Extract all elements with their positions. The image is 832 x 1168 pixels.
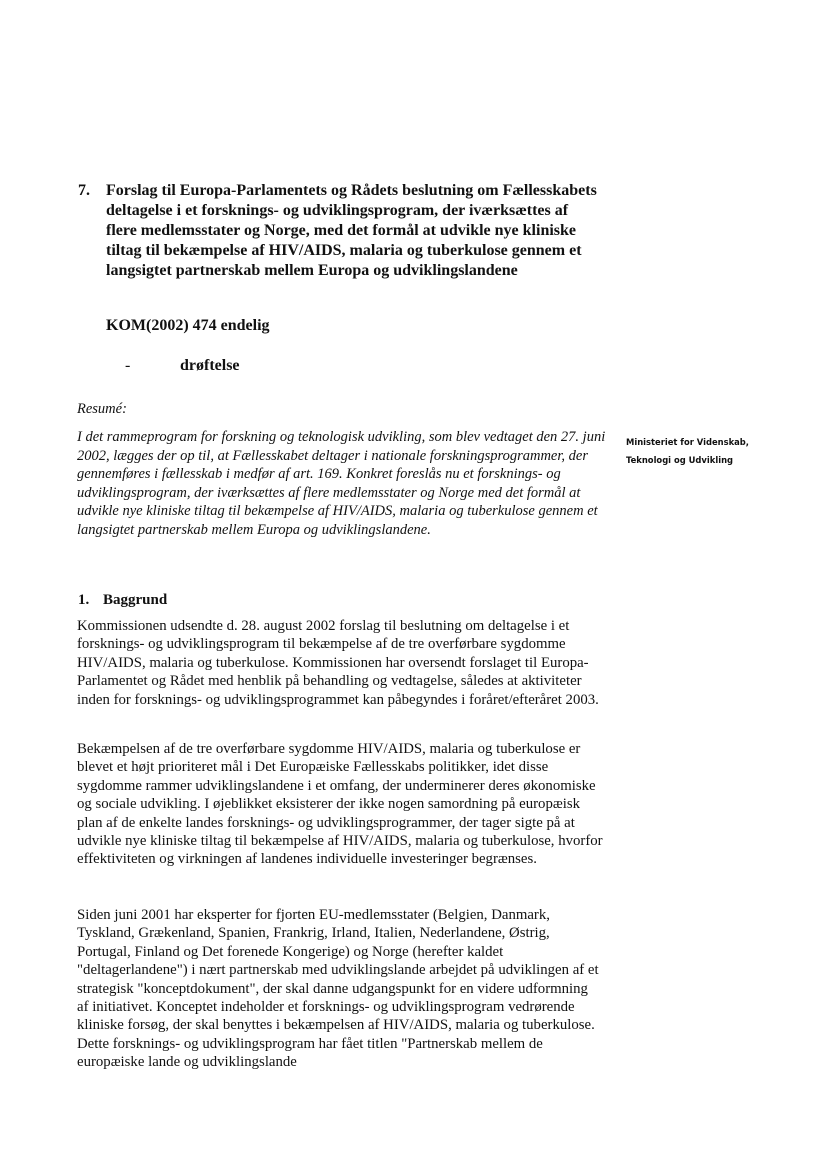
section-number: 1. (78, 592, 90, 608)
agenda-action-text: drøftelse (180, 357, 240, 374)
section-title: Baggrund (103, 592, 168, 608)
body-paragraph: Siden juni 2001 har eksperter for fjorten EU-medlemsstater (Belgien, Danmark, Tyskland, Grækenland, Spanien, Frankrig, Irland, Italien, Nederlandene, Østrig, Portugal, Finland og Det forenede Kongerige) og Norge (herefter kaldet "deltagerlandene") i nært partnerskab med udviklingslande arbejdet på udviklingen af et strategisk "konceptdokument", der skal danne udgangspunkt for en videre udformning af initiativet. Konceptet indeholder et forsknings- og udviklingsprogram vedrørende kliniske forsøg, der skal benyttes i bekæmpelsen af HIV/AIDS, malaria og tuberkulose. Dette forsknings- og udviklingsprogram har fået titlen "Partnerskab mellem de europæiske lande og udviklingslande (77, 907, 599, 1071)
agenda-item-heading (78, 181, 598, 281)
body-paragraph: Kommissionen udsendte d. 28. august 2002 forslag til beslutning om deltagelse i et forsknings- og udviklingsprogram til bekæmpelse af de tre overførbare sygdomme HIV/AIDS, malaria og tuberkulose. Kommissionen har oversendt forslaget til Europa-Parlamentet og Rådet med henblik på behandling og vedtagelse, således at aktiviteter inden for forsknings- og udviklingsprogrammet kan påbegyndes i foråret/efteråret 2003. (77, 618, 599, 708)
agenda-item-title: Forslag til Europa-Parlamentets og Rådets beslutning om Fællesskabets deltagelse i et forsknings- og udviklingsprogram, der iværksættes af flere medlemsstater og Norge, med det formål at udvikle nye kliniske tiltag til bekæmpelse af HIV/AIDS, malaria og tuberkulose gennem et langsigtet partnerskab mellem Europa og udviklingslandene (106, 182, 597, 279)
bullet-dash: - (125, 357, 131, 374)
agenda-item-number: 7. (78, 182, 90, 199)
section-heading (78, 592, 167, 609)
agenda-action (125, 357, 240, 375)
ministry-line-2: Teknologi og Udvikling (626, 455, 734, 465)
body-paragraph: Bekæmpelsen af de tre overførbare sygdomme HIV/AIDS, malaria og tuberkulose er blevet et højt prioriteret mål i Det Europæiske Fællesskabs politikker, idet disse sygdomme rammer udviklingslandene i et omfang, der underminerer deres økonomiske og sociale udvikling. I øjeblikket eksisterer der ikke nogen samordning på europæisk plan af de enkelte landes forsknings- og udviklingsprogrammer, der tager sigte på at udvikle nye kliniske tiltag til bekæmpelse af HIV/AIDS, malaria og tuberkulose, hvorfor effektiviteten og virkningen af landenes individuelle investeringer begrænses. (77, 741, 603, 868)
document-reference: KOM(2002) 474 endelig (106, 317, 270, 334)
resume-text: I det rammeprogram for forskning og teknologisk udvikling, som blev vedtaget den 27. juni 2002, lægges der op til, at Fællesskabet deltager i nationale forskningsprogrammer, der gennemføres i fællesskab i medfør af art. 169. Konkret foreslås nu et forsknings- og udviklingsprogram, der iværksættes af flere medlemsstater og Norge med det formål at udvikle nye kliniske tiltag til bekæmpelse af HIV/AIDS, malaria og tuberkulose gennem et langsigtet partnerskab mellem Europa og udviklingslandene. (77, 429, 606, 538)
ministry-line-1: Ministeriet for Videnskab, (626, 437, 749, 447)
ministry-label (626, 433, 826, 469)
resume-label: Resumé: (77, 401, 127, 417)
